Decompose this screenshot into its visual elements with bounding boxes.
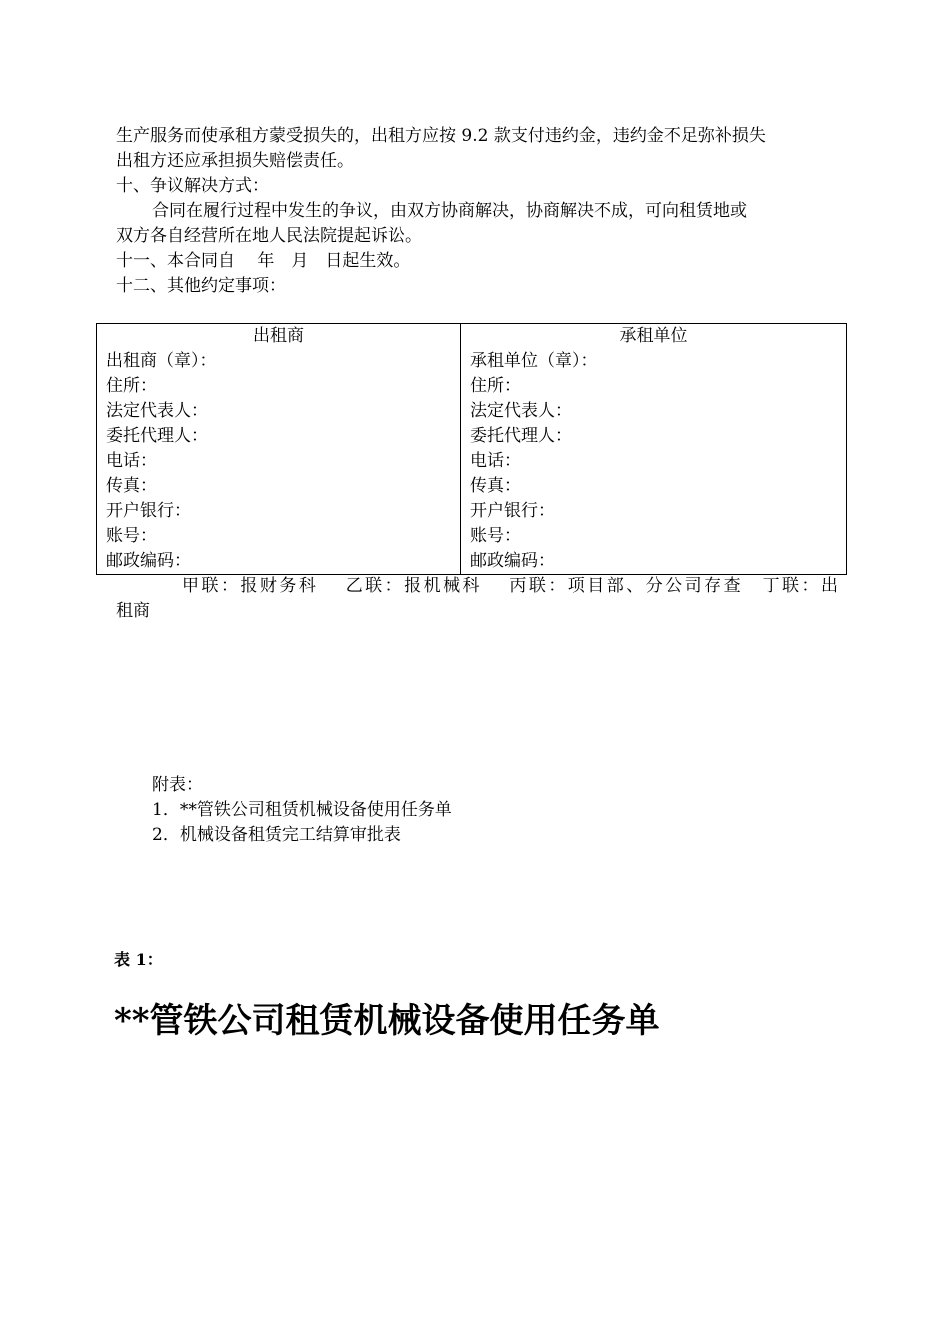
lessor-legal-rep-field: 法定代表人： [106, 401, 208, 421]
lessee-legal-rep-field: 法定代表人： [470, 401, 572, 421]
lessee-column [461, 324, 847, 575]
appendix-label: 附表： [152, 775, 203, 795]
table-label: 表 1： [114, 950, 163, 969]
lessor-postcode-field: 邮政编码： [106, 551, 191, 571]
lessor-address-field: 住所： [106, 376, 157, 396]
clause-9-penalty-line-1: 生产服务而使承租方蒙受损失的，出租方应按 9.2 款支付违约金，违约金不足弥补损失 [116, 126, 766, 146]
appendix-item-2: 2．机械设备租赁完工结算审批表 [152, 825, 401, 845]
copy-distribution-note [116, 574, 838, 624]
lessee-header: 承租单位 [619, 326, 688, 346]
copy-distribution-line-1: 甲联：报财务科 乙联：报机械科 丙联：项目部、分公司存查 丁联：出 [182, 576, 838, 596]
lessor-phone-field: 电话： [106, 451, 157, 471]
clause-10-text-line-1: 合同在履行过程中发生的争议，由双方协商解决，协商解决不成，可向租赁地或 [152, 201, 747, 221]
lessee-bank-field: 开户银行： [470, 501, 555, 521]
clause-12-other-terms: 十二、其他约定事项： [116, 276, 286, 296]
lessee-seal-field: 承租单位（章）： [470, 351, 598, 371]
lessee-account-field: 账号： [470, 526, 521, 546]
lessee-address-field: 住所： [470, 376, 521, 396]
lessor-seal-field: 出租商（章）： [106, 351, 217, 371]
lessor-header: 出租商 [253, 326, 304, 346]
clause-10-text-line-2: 双方各自经营所在地人民法院提起诉讼。 [116, 226, 422, 246]
lessor-fax-field: 传真： [106, 476, 157, 496]
lessee-fax-field: 传真： [470, 476, 521, 496]
form-title: **管铁公司租赁机械设备使用任务单 [114, 1001, 660, 1041]
signature-table [96, 323, 847, 575]
appendix-item-1: 1．**管铁公司租赁机械设备使用任务单 [152, 800, 452, 820]
lessor-bank-field: 开户银行： [106, 501, 191, 521]
lessee-agent-field: 委托代理人： [470, 426, 572, 446]
lessor-column [97, 324, 461, 575]
clause-10-heading: 十、争议解决方式： [116, 176, 269, 196]
clause-11-effective-date: 十一、本合同自 年 月 日起生效。 [116, 251, 411, 271]
lessor-account-field: 账号： [106, 526, 157, 546]
lessee-postcode-field: 邮政编码： [470, 551, 555, 571]
clause-9-penalty-line-2: 出租方还应承担损失赔偿责任。 [116, 151, 354, 171]
lessor-agent-field: 委托代理人： [106, 426, 208, 446]
lessee-phone-field: 电话： [470, 451, 521, 471]
copy-distribution-line-2: 租商 [116, 601, 150, 621]
